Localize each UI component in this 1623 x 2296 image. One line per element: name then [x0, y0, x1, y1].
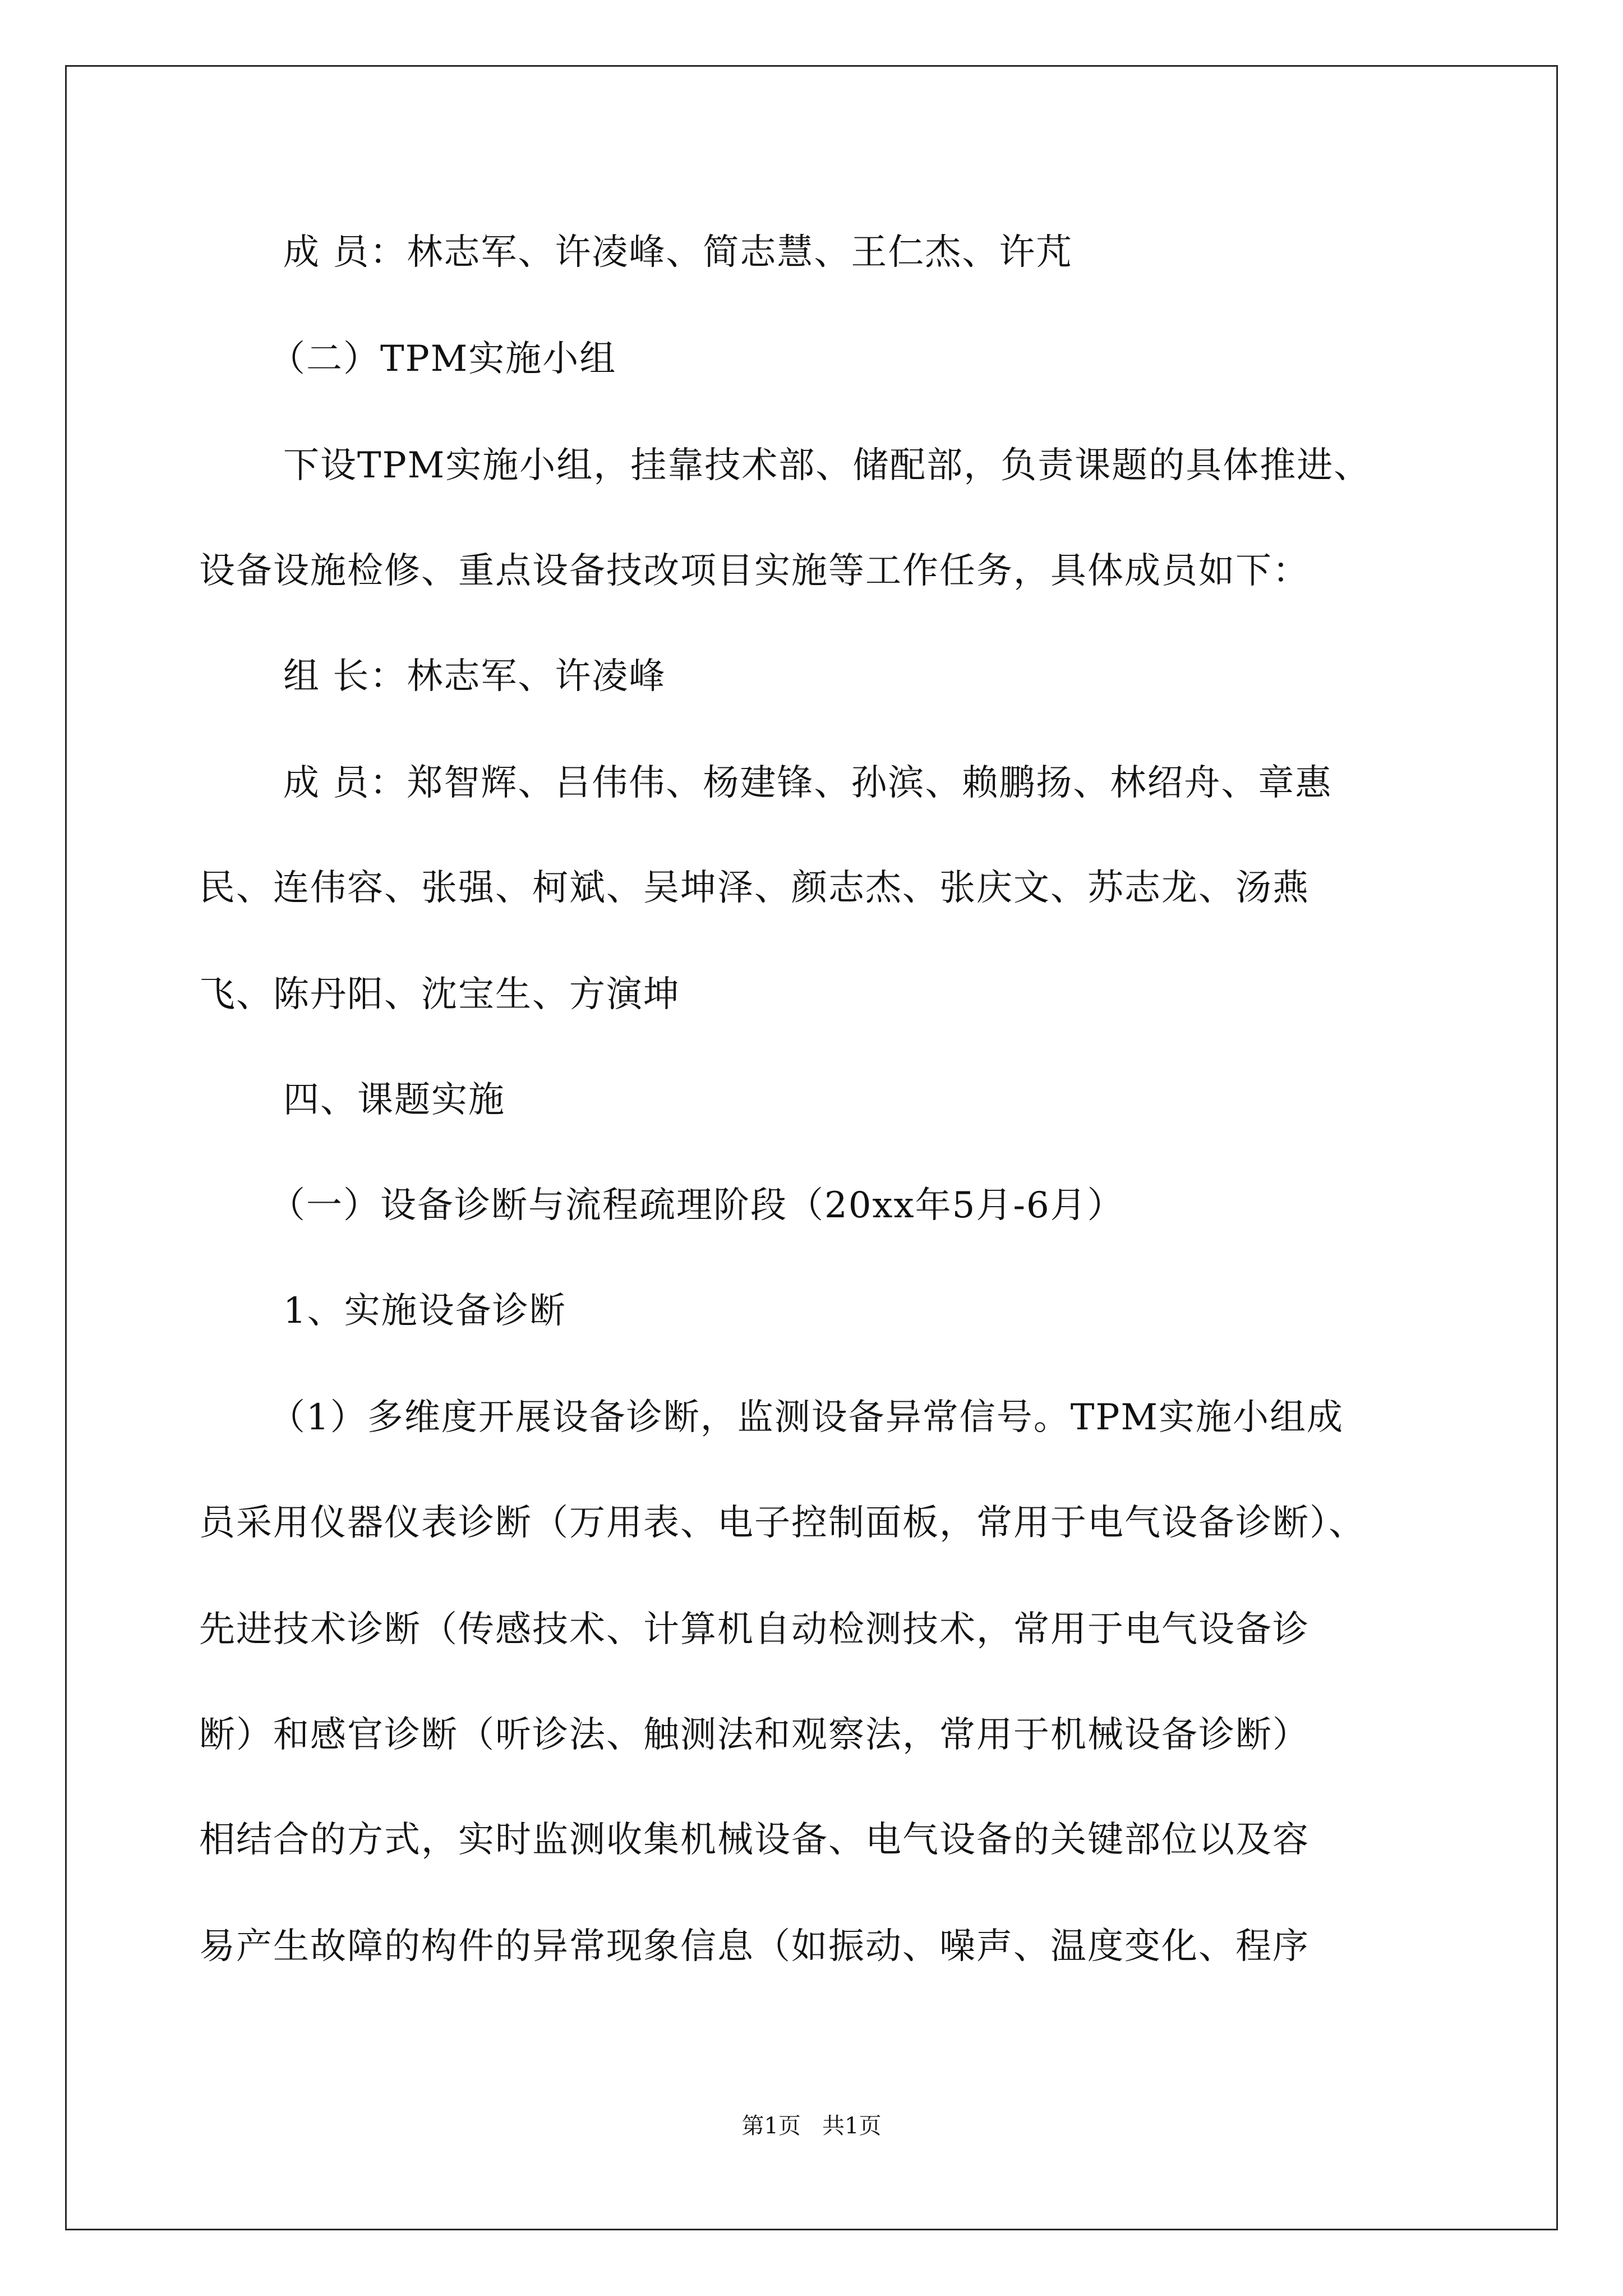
text-line: 成 员：郑智辉、吕伟伟、杨建锋、孙滨、赖鹏扬、林绍舟、章惠: [283, 762, 1332, 804]
page-footer: 第1页 共1页: [741, 2113, 882, 2139]
text-line: 设备设施检修、重点设备技改项目实施等工作任务，具体成员如下：: [199, 550, 1310, 592]
page-border: [65, 65, 1558, 2230]
text-line: 相结合的方式，实时监测收集机械设备、电气设备的关键部位以及容: [199, 1819, 1310, 1861]
text-line: 民、连伟容、张强、柯斌、吴坤泽、颜志杰、张庆文、苏志龙、汤燕: [199, 867, 1310, 909]
section-heading: （一）设备诊断与流程疏理阶段（20xx年5月-6月）: [269, 1185, 1124, 1226]
text-line: 下设TPM实施小组，挂靠技术部、储配部，负责课题的具体推进、: [283, 445, 1371, 486]
text-line: 先进技术诊断（传感技术、计算机自动检测技术，常用于电气设备诊: [199, 1609, 1310, 1650]
section-heading: 1、实施设备诊断: [283, 1290, 566, 1332]
text-line: 飞、陈丹阳、沈宝生、方演坤: [199, 974, 680, 1015]
text-line: 断）和感官诊断（听诊法、触测法和观察法，常用于机械设备诊断）: [199, 1714, 1310, 1756]
text-line: 成 员：林志军、许凌峰、简志慧、王仁杰、许芃: [283, 232, 1073, 273]
section-heading: 四、课题实施: [283, 1079, 505, 1121]
text-line: 组 长：林志军、许凌峰: [283, 656, 666, 697]
section-heading: （二）TPM实施小组: [269, 338, 617, 380]
text-line: 易产生故障的构件的异常现象信息（如振动、噪声、温度变化、程序: [199, 1926, 1310, 1967]
text-line: 员采用仪器仪表诊断（万用表、电子控制面板，常用于电气设备诊断）、: [199, 1502, 1366, 1544]
text-line: （1）多维度开展设备诊断，监测设备异常信号。TPM实施小组成: [269, 1397, 1344, 1438]
